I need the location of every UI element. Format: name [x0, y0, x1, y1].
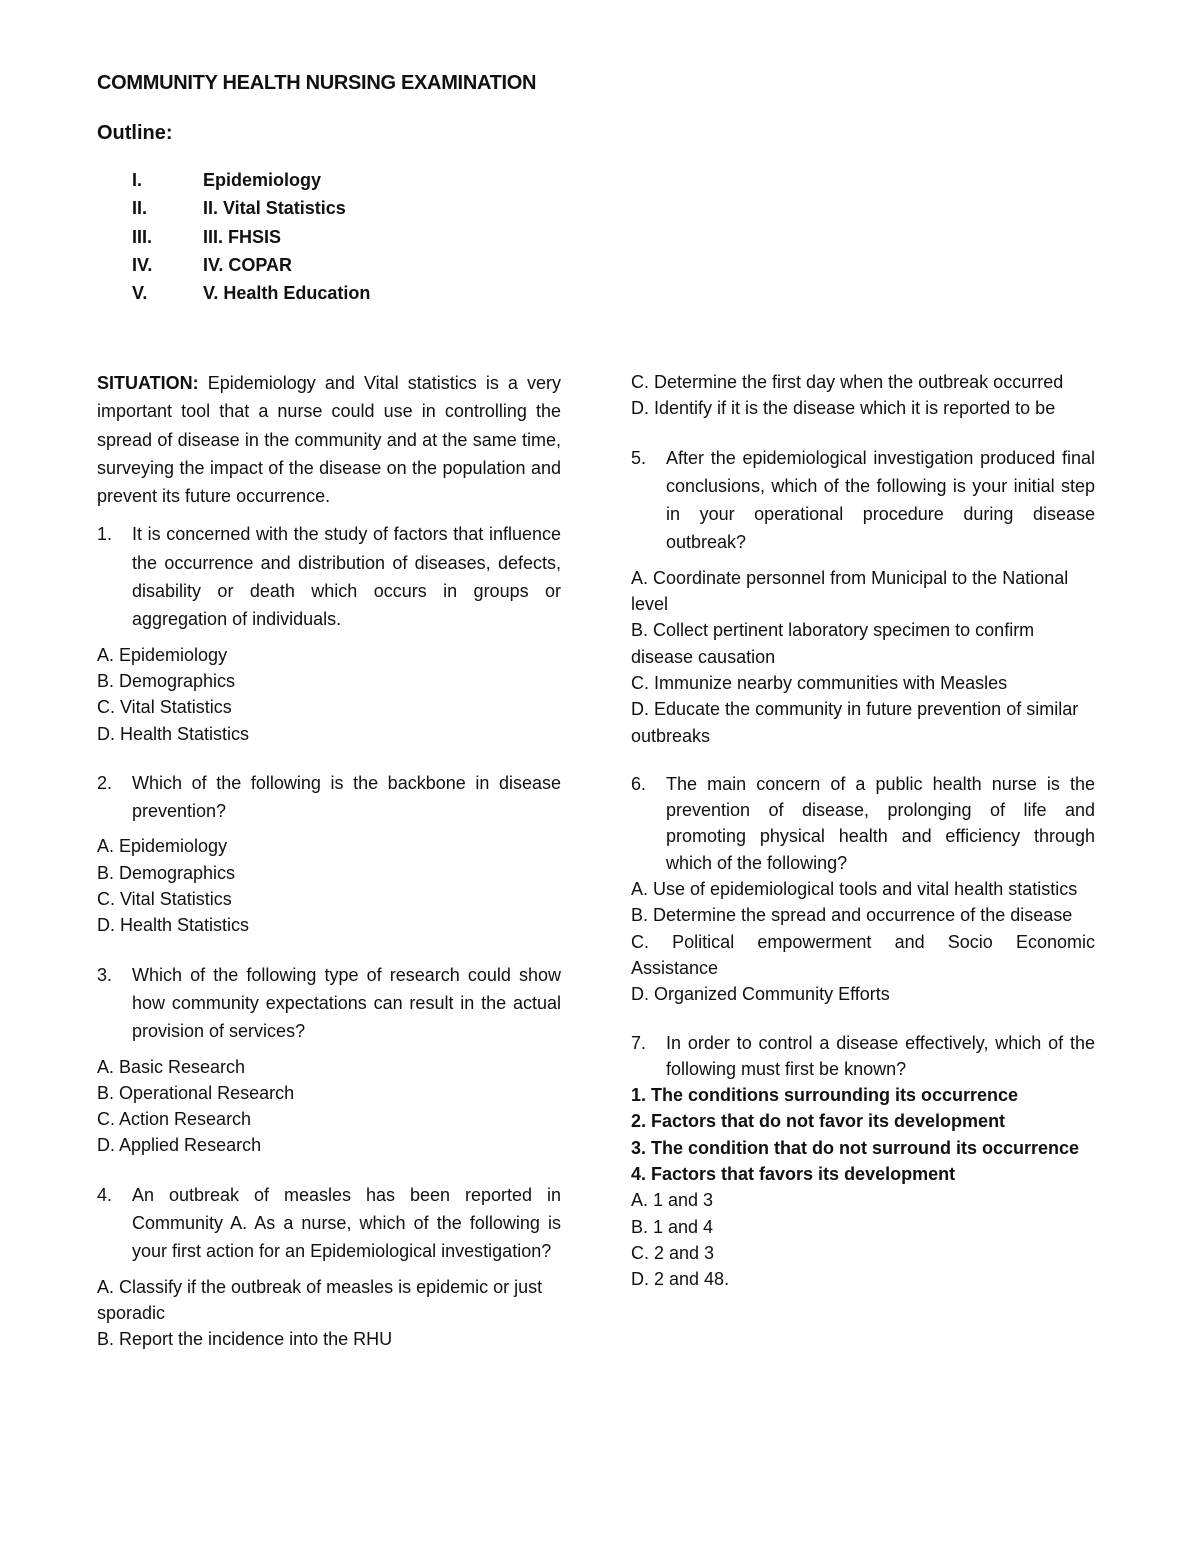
outline-item-number: III. — [132, 226, 153, 247]
question-7 — [631, 1030, 1095, 1083]
outline-item-text: Epidemiology — [203, 170, 322, 190]
outline-item — [132, 194, 370, 222]
question-6 — [631, 771, 1095, 876]
answer-option: D. Organized Community Efforts — [631, 984, 890, 1005]
answer-option: B. Determine the spread and occurrence of the disease — [631, 905, 1073, 926]
question-number: 5. — [631, 447, 647, 468]
outline-item — [132, 166, 370, 194]
answer-option: D. Applied Research — [97, 1135, 262, 1156]
question-text: It is concerned with the study of factors that influence the occurrence and distribution of diseases, defects, disability or death which occurs in groups or aggregation of individuals. — [132, 524, 561, 630]
outline-item — [132, 251, 370, 279]
answer-option: C. Action Research — [97, 1109, 252, 1130]
right-column — [631, 369, 1095, 1293]
question-text: The main concern of a public health nurse is the prevention of disease, prolonging of life and promoting physical health and efficiency through which of the following? — [666, 773, 1095, 873]
question-3 — [97, 961, 561, 1046]
question-6-options — [631, 876, 1095, 1007]
answer-option: A. Basic Research — [97, 1056, 246, 1077]
outline-item-number: IV. — [132, 254, 153, 275]
answer-option: B. Report the incidence into the RHU — [97, 1329, 393, 1350]
answer-option: A. Epidemiology — [97, 644, 228, 665]
question-text: After the epidemiological investigation produced final conclusions, which of the following is your initial step in your operational procedure during disease outbreak? — [666, 447, 1095, 553]
answer-option: B. Demographics — [97, 862, 236, 883]
answer-option: D. Health Statistics — [97, 723, 250, 744]
outline-item-text: IV. COPAR — [203, 254, 293, 275]
question-5 — [631, 444, 1095, 557]
answer-option: A. Classify if the outbreak of measles is epidemic or just sporadic — [97, 1276, 543, 1323]
question-text: An outbreak of measles has been reported in Community A. As a nurse, which of the following is your first action for an Epidemiological investigation? — [132, 1184, 561, 1262]
question-1 — [97, 520, 561, 633]
situation-paragraph — [97, 369, 561, 510]
answer-option: D. Health Statistics — [97, 915, 250, 936]
question-2 — [97, 769, 561, 826]
statement-item: 4. Factors that favors its development — [631, 1164, 956, 1185]
left-column — [97, 369, 561, 1353]
outline-item-text: II. Vital Statistics — [203, 198, 346, 219]
question-1-options — [97, 642, 561, 747]
question-number: 6. — [631, 773, 647, 794]
question-number: 4. — [97, 1184, 113, 1205]
answer-option: B. Collect pertinent laboratory specimen to confirm disease causation — [631, 620, 1035, 667]
question-4-options-left — [97, 1274, 561, 1353]
question-5-options — [631, 565, 1095, 749]
page-title: COMMUNITY HEALTH NURSING EXAMINATION — [97, 72, 537, 94]
outline-list — [132, 166, 370, 307]
outline-item — [132, 279, 370, 307]
answer-option: D. 2 and 48. — [631, 1269, 730, 1290]
question-2-options — [97, 833, 561, 938]
answer-option: C. Vital Statistics — [97, 697, 232, 718]
question-text: Which of the following type of research could show how community expectations can result in the actual provision of services? — [132, 964, 561, 1042]
question-number: 3. — [97, 964, 113, 985]
answer-option: A. 1 and 3 — [631, 1190, 714, 1211]
question-7-statements — [631, 1082, 1095, 1187]
question-text: In order to control a disease effectively, which of the following must first be known? — [666, 1032, 1095, 1079]
outline-item-text: III. FHSIS — [203, 226, 282, 247]
answer-option: B. 1 and 4 — [631, 1216, 714, 1237]
statement-item: 3. The condition that do not surround its occurrence — [631, 1137, 1080, 1158]
answer-option: B. Demographics — [97, 670, 236, 691]
question-number: 1. — [97, 524, 113, 545]
answer-option: A. Coordinate personnel from Municipal to the National level — [631, 567, 1069, 615]
question-4 — [97, 1181, 561, 1266]
answer-option: B. Operational Research — [97, 1082, 295, 1103]
question-3-options — [97, 1054, 561, 1159]
question-text: Which of the following is the backbone in disease prevention? — [132, 772, 561, 822]
answer-option: D. Educate the community in future prevention of similar outbreaks — [631, 699, 1079, 746]
statement-item: 1. The conditions surrounding its occurrence — [631, 1085, 1019, 1106]
situation-label: SITUATION: — [97, 373, 199, 393]
answer-option: C. Determine the first day when the outbreak occurred — [631, 372, 1064, 392]
question-4-options-right — [631, 369, 1095, 422]
question-number: 7. — [631, 1032, 647, 1053]
answer-option: C. Immunize nearby communities with Measles — [631, 672, 1008, 693]
question-number: 2. — [97, 772, 113, 793]
situation-text: Epidemiology and Vital statistics is a very important tool that a nurse could use in controlling the spread of disease in the community and at the same time, surveying the impact of the disease on the population and prevent its future occurrence. — [97, 373, 561, 507]
outline-item — [132, 223, 370, 251]
answer-option: C. Vital Statistics — [97, 889, 232, 910]
answer-option: A. Epidemiology — [97, 836, 228, 857]
question-7-options — [631, 1187, 1095, 1292]
answer-option: A. Use of epidemiological tools and vital health statistics — [631, 879, 1078, 900]
outline-item-number: II. — [132, 198, 148, 219]
outline-heading: Outline: — [97, 122, 173, 144]
answer-option: D. Identify if it is the disease which it is reported to be — [631, 398, 1056, 419]
outline-item-text: V. Health Education — [203, 283, 371, 304]
answer-option: C. 2 and 3 — [631, 1242, 715, 1263]
answer-option: C. Political empowerment and Socio Economic Assistance — [631, 931, 1095, 978]
outline-item-number: I. — [132, 170, 143, 190]
statement-item: 2. Factors that do not favor its development — [631, 1111, 1006, 1132]
outline-item-number: V. — [132, 283, 148, 304]
